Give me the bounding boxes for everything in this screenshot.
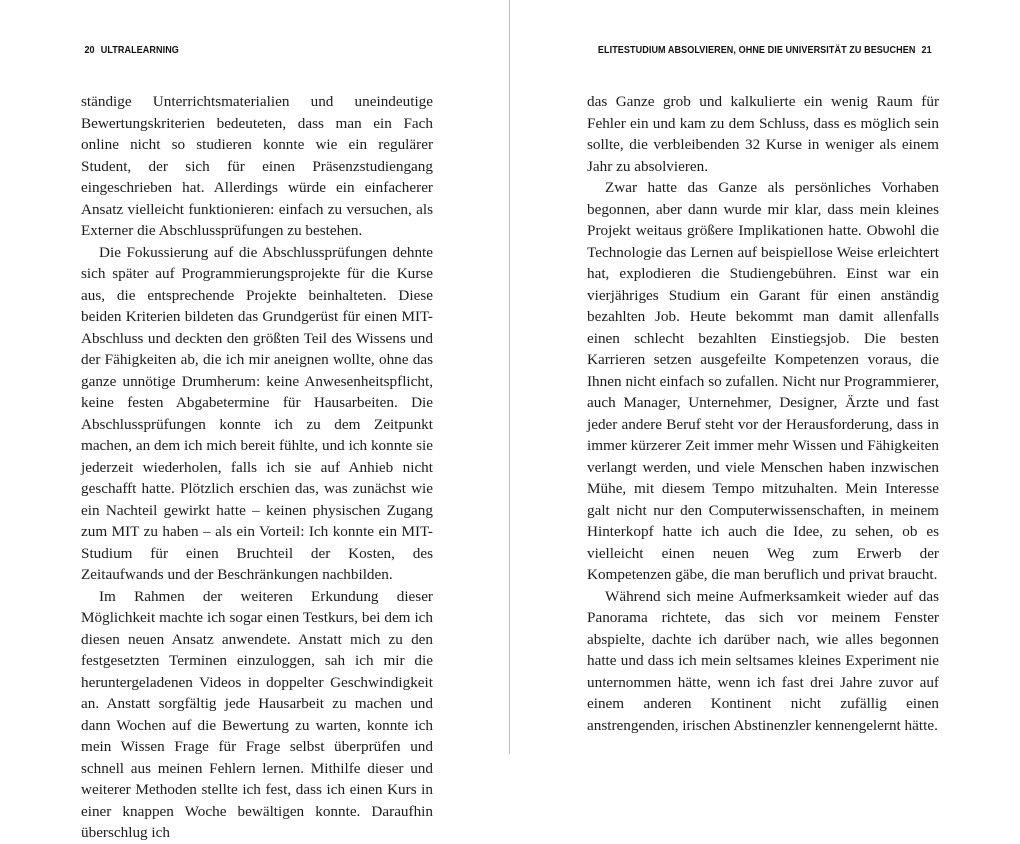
left-running-head	[81, 44, 179, 56]
right-paragraph-2: Zwar hatte das Ganze als persönliches Vorhaben begonnen, aber dann wurde mir klar, dass mein kleines Projekt weitaus größere Implikationen hatte. Obwohl die Technologie das Lernen auf beispiellose Weise erleichtert hat, explodieren die Studiengebühren. Einst war ein vierjähriges Studium ein Garant für einen anständig bezahlten Job. Heute bekommt man damit allenfalls einen schlecht bezahlten Einstiegsjob. Die besten Karrieren setzen ausgefeilte Kompetenzen voraus, die Ihnen nicht einfach so zufallen. Nicht nur Programmierer, auch Manager, Unternehmer, Designer, Ärzte und fast jeder andere Beruf steht vor der Herausforderung, dass in immer kürzerer Zeit immer mehr Wissen und Fähigkeiten verlangt werden, und viele Menschen haben inzwischen Mühe, mit diesem Tempo mitzuhalten. Mein Interesse galt nicht nur den Computerwissenschaften, in meinem Hinterkopf hatte ich auch die Idee, zu sehen, ob es vielleicht einen neuen Weg zum Erwerb der Kompetenzen gäbe, die man beruflich und privat braucht.	[587, 179, 939, 583]
left-body-text	[81, 91, 433, 844]
right-running-head-title: ELITESTUDIUM ABSOLVIEREN, OHNE DIE UNIVERSITÄT ZU BESUCHEN	[597, 44, 916, 56]
right-page	[510, 0, 1020, 754]
right-running-head	[598, 44, 935, 56]
right-body-text	[587, 91, 939, 736]
left-page-number: 20	[84, 44, 95, 56]
right-page-number: 21	[921, 44, 932, 56]
left-paragraph-3: Im Rahmen der weiteren Erkundung dieser Möglichkeit machte ich sogar einen Testkurs, bei dem ich diesen neuen Ansatz anwendete. Anstatt mich zu den festgesetzten Terminen einzuloggen, sah ich mir die heruntergeladenen Videos in doppelter Geschwindigkeit an. Anstatt sorgfältig jede Hausarbeit zu machen und dann Wochen auf die Bewertung zu warten, konnte ich mein Wissen Frage für Frage selbst überprüfen und schnell aus meinen Fehlern lernen. Mithilfe dieser und weiterer Methoden stellte ich fest, dass ich einen Kurs in einer knappen Woche bewältigen konnte. Daraufhin überschlug ich	[81, 587, 433, 841]
left-page	[0, 0, 509, 841]
left-paragraph-2: Die Fokussierung auf die Abschlussprüfungen dehnte sich später auf Programmierungsprojekte für die Kurse aus, die entsprechende Projekte beinhalteten. Diese beiden Kriterien bildeten das Grundgerüst für einen MIT-Abschluss und deckten den größten Teil des Wissens und der Fähigkeiten ab, die ich mir aneignen wollte, ohne das ganze unnötige Drumherum: keine Anwesenheitspflicht, keine festen Abgabetermine für Hausarbeiten. Die Abschlussprüfungen konnte ich zu dem Zeitpunkt machen, an dem ich mich bereit fühlte, und ich konnte sie jederzeit wiederholen, falls ich sie auf Anhieb nicht geschafft hatte. Plötzlich erschien das, was zunächst wie ein Nachteil gewirkt hatte – keinen physischen Zugang zum MIT zu haben – als ein Vorteil: Ich konnte ein MIT-Studium für einen Bruchteil der Kosten, des Zeitaufwands und der Beschränkungen nachbilden.	[81, 243, 433, 583]
left-paragraph-1: ständige Unterrichtsmaterialien und uneindeutige Bewertungskriterien bedeuteten, dass man ein Fach online nicht so studieren konnte wie ein regulärer Student, der sich für einen Präsenzstudiengang eingeschrieben hat. Allerdings würde ein einfacherer Ansatz vielleicht funktionieren: einfach zu versuchen, als Externer die Abschlussprüfungen zu bestehen.	[81, 93, 433, 239]
left-running-head-title: ULTRALEARNING	[100, 44, 179, 56]
right-paragraph-1: das Ganze grob und kalkulierte ein wenig Raum für Fehler ein und kam zu dem Schluss, dass es möglich sein sollte, die verbleibenden 32 Kurse in weniger als einem Jahr zu absolvieren.	[587, 93, 939, 175]
right-paragraph-3: Während sich meine Aufmerksamkeit wieder auf das Panorama richtete, das sich vor meinem Fenster abspielte, dachte ich darüber nach, wie alles begonnen hatte und dass ich mein seltsames kleines Experiment nie unternommen hätte, wenn ich fast drei Jahre zuvor auf einem anderen Kontinent nicht zufällig einen anstrengenden, irischen Abstinenzler kennengelernt hätte.	[587, 587, 939, 734]
